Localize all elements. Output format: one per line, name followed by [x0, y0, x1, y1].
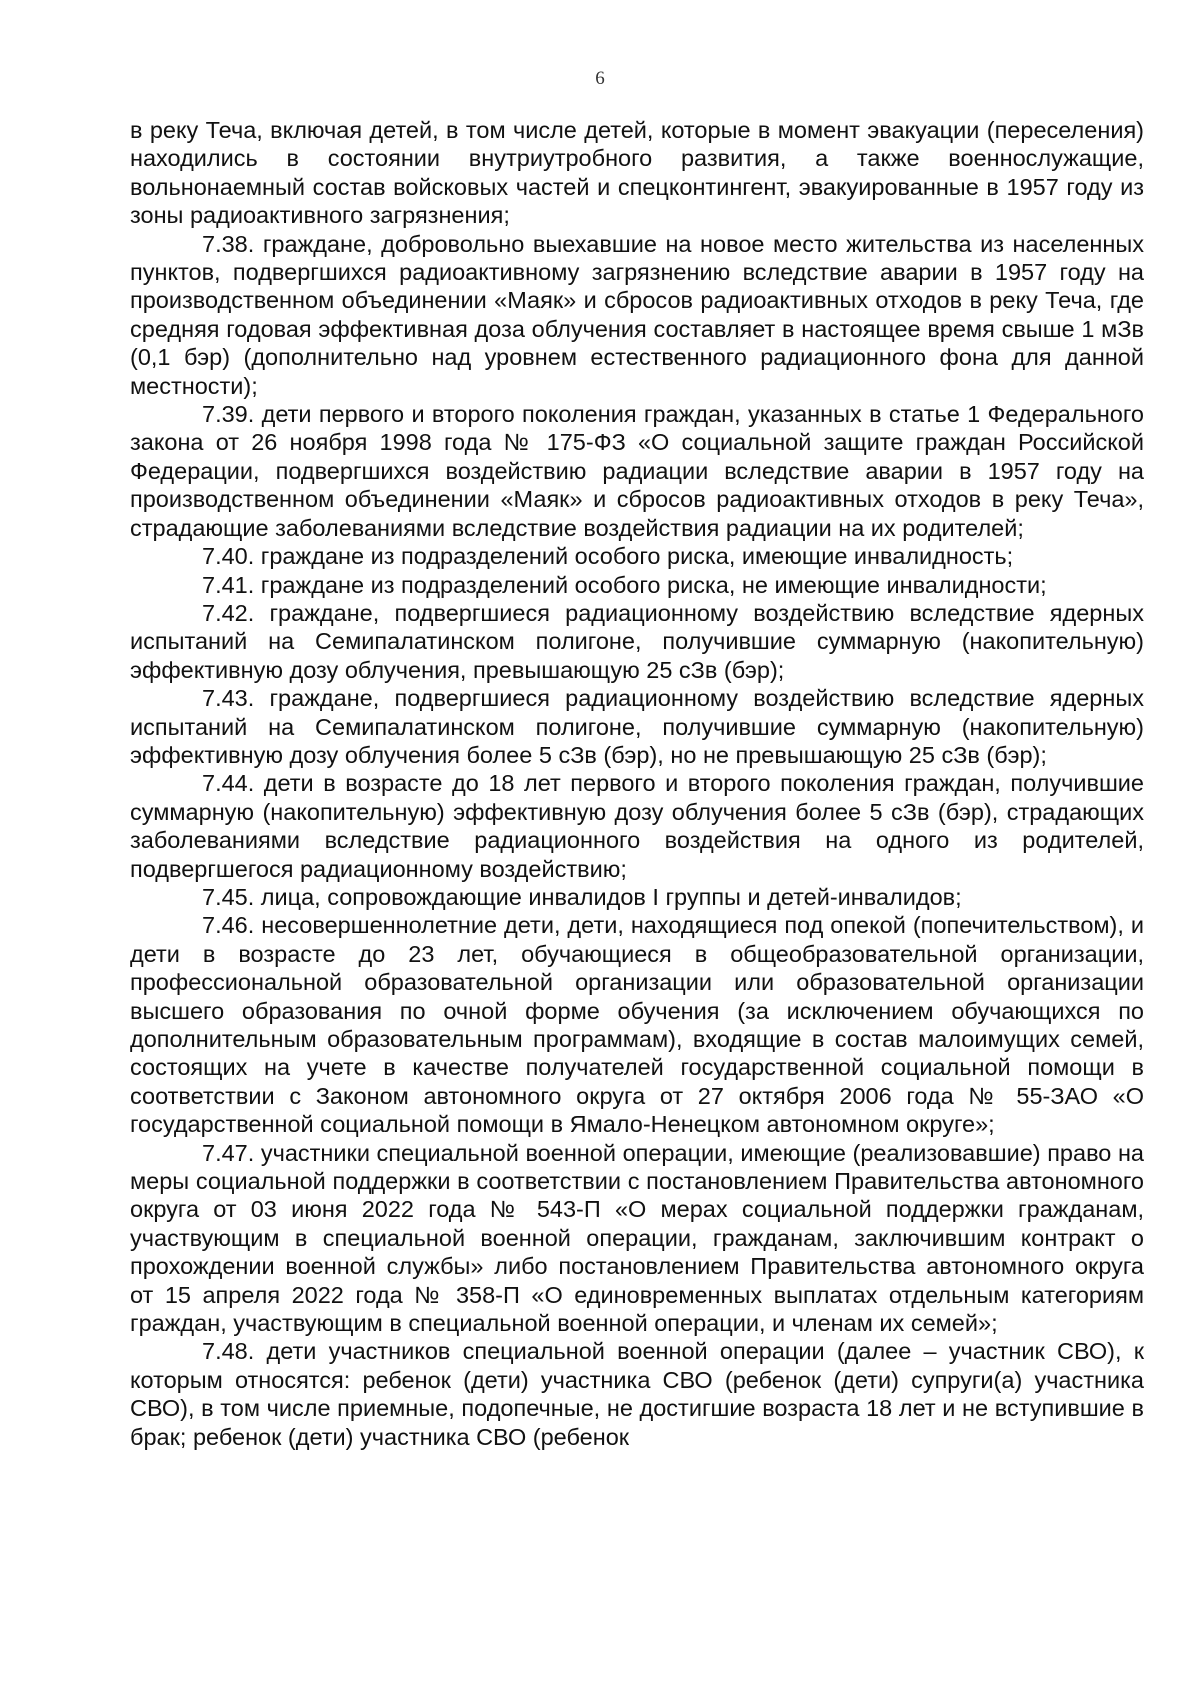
paragraph-7-39: 7.39. дети первого и второго поколения граждан, указанных в статье 1 Федерального закона от 26 ноября 1998 года № 175-ФЗ «О социальной защите граждан Российской Федерации, подвергшихся воздействию радиации вследствие аварии в 1957 году на производственном объединении «Маяк» и сбросов радиоактивных отходов в реку Теча», страдающие заболеваниями вследствие воздействия радиации на их родителей;	[130, 401, 1144, 541]
paragraph-7-47: 7.47. участники специальной военной операции, имеющие (реализовавшие) право на меры социальной поддержки в соответствии с постановлением Правительства автономного округа от 03 июня 2022 года № 543-П «О мерах социальной поддержки гражданам, участвующим в специальной военной операции, гражданам, заключившим контракт о прохождении военной службы» либо постановлением Правительства автономного округа от 15 апреля 2022 года № 358-П «О единовременных выплатах отдельным категориям граждан, участвующим в специальной военной операции, и членам их семей»;	[130, 1139, 1144, 1337]
paragraph-7-46: 7.46. несовершеннолетние дети, дети, находящиеся под опекой (попечительством), и дети в возрасте до 23 лет, обучающиеся в общеобразовательной организации, профессиональной образовательной организации или образовательной организации высшего образования по очной форме обучения (за исключением обучающихся по дополнительным образовательным программам), входящие в состав малоимущих семей, состоящих на учете в качестве получателей государственной социальной помощи в соответствии с Законом автономного округа от 27 октября 2006 года № 55-ЗАО «О государственной социальной помощи в Ямало-Ненецком автономном округе»;	[130, 912, 1144, 1138]
paragraph-7-41: 7.41. граждане из подразделений особого риска, не имеющие инвалидности;	[202, 571, 1047, 598]
page-number: 6	[595, 68, 605, 89]
paragraph-7-42: 7.42. граждане, подвергшиеся радиационному воздействию вследствие ядерных испытаний на Семипалатинском полигоне, получившие суммарную (накопительную) эффективную дозу облучения, превышающую 25 сЗв (бэр);	[130, 599, 1144, 683]
paragraph-7-40: 7.40. граждане из подразделений особого риска, имеющие инвалидность;	[202, 543, 1014, 570]
document-body	[130, 116, 1144, 1451]
paragraph-7-38: 7.38. граждане, добровольно выехавшие на новое место жительства из населенных пунктов, подвергшихся радиоактивному загрязнению вследствие аварии в 1957 году на производственном объединении «Маяк» и сбросов радиоактивных отходов в реку Теча, где средняя годовая эффективная доза облучения составляет в настоящее время свыше 1 мЗв (0,1 бэр) (дополнительно над уровнем естественного радиационного фона для данной местности);	[130, 230, 1144, 399]
paragraph-7-44: 7.44. дети в возрасте до 18 лет первого и второго поколения граждан, получившие суммарную (накопительную) эффективную дозу облучения более 5 сЗв (бэр), страдающих заболеваниями вследствие радиационного воздействия на одного из родителей, подвергшегося радиационному воздействию;	[130, 770, 1144, 882]
paragraph-7-45: 7.45. лица, сопровождающие инвалидов I группы и детей-инвалидов;	[202, 883, 962, 910]
paragraph-7-43: 7.43. граждане, подвергшиеся радиационному воздействию вследствие ядерных испытаний на Семипалатинском полигоне, получившие суммарную (накопительную) эффективную дозу облучения более 5 сЗв (бэр), но не превышающую 25 сЗв (бэр);	[130, 685, 1144, 768]
paragraph-7-48: 7.48. дети участников специальной военной операции (далее – участник СВО), к которым относятся: ребенок (дети) участника СВО (ребенок (дети) супруги(а) участника СВО), в том числе приемные, подопечные, не достигшие возраста 18 лет и не вступившие в брак; ребенок (дети) участника СВО (ребенок	[130, 1338, 1144, 1450]
paragraph-continuation: в реку Теча, включая детей, в том числе детей, которые в момент эвакуации (переселения) находились в состоянии внутриутробного развития, а также военнослужащие, вольнонаемный состав войсковых частей и спецконтингент, эвакуированные в 1957 году из зоны радиоактивного загрязнения;	[130, 117, 1144, 229]
